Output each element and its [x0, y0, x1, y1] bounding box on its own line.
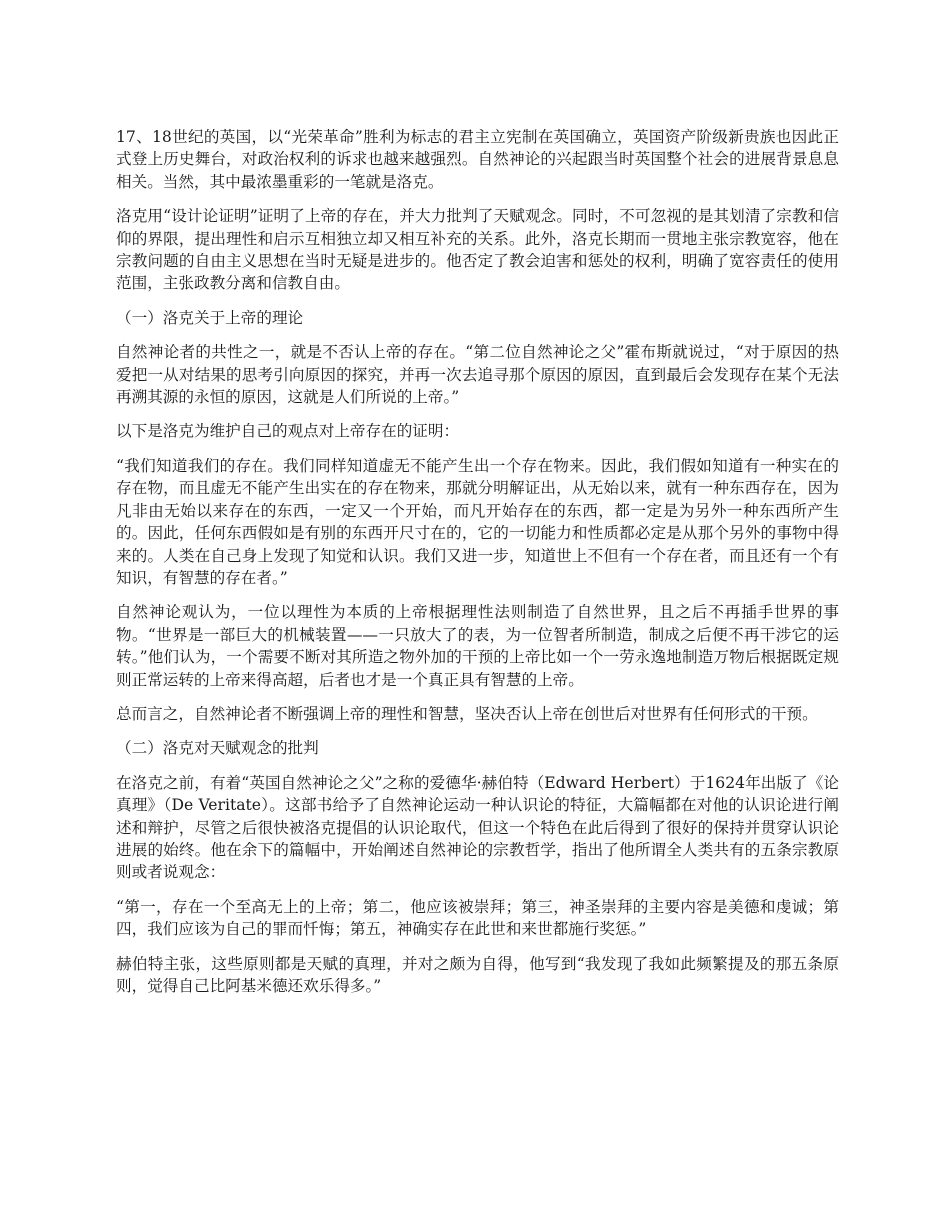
paragraph-proof-intro: 以下是洛克为维护自己的观点对上帝存在的证明：	[116, 422, 460, 441]
section-heading-1: （一）洛克关于上帝的理论	[116, 308, 304, 327]
paragraph-summary: 总而言之，自然神论者不断强调上帝的理性和智慧，坚决否认上帝在创世后对世界有任何形式的干预。	[116, 704, 818, 723]
paragraph-locke-quote: “我们知道我们的存在。我们同样知道虚无不能产生出一个存在物来。因此，我们假如知道有一种实在的存在物，而且虚无不能产生出实在的存在物来，那就分明解证出，从无始以来，就有一种东西存在，因为凡非由无始以来存在的东西，一定又一个开始，而凡开始存在的东西，都一定是为另外一种东西所产生的。因此，任何东西假如是有别的东西开尺寸在的，它的一切能力和性质都必定是从那个另外的事物中得来的。人类在自己身上发现了知觉和认识。我们又进一步，知道世上不但有一个存在者，而且还有一个有知识，有智慧的存在者。”	[116, 456, 839, 587]
document-body	[116, 126, 839, 1009]
paragraph-intro: 17、18世纪的英国，以“光荣革命”胜利为标志的君主立宪制在英国确立，英国资产阶级新贵族也因此正式登上历史舞台，对政治权利的诉求也越来越强烈。自然神论的兴起跟当时英国整个社会的进展背景息息相关。当然，其中最浓墨重彩的一笔就是洛克。	[116, 128, 839, 191]
paragraph-five-principles: “第一，存在一个至高无上的上帝；第二，他应该被崇拜；第三，神圣崇拜的主要内容是美德和虔诚；第四，我们应该为自己的罪而忏悔；第五，神确实存在此世和来世都施行奖惩。”	[116, 897, 839, 939]
paragraph-deist-commonality: 自然神论者的共性之一，就是不否认上帝的存在。“第二位自然神论之父”霍布斯就说过，“对于原因的热爱把一从对结果的思考引向原因的探究，并再一次去追寻那个原因的原因，直到最后会发现存在某个无法再溯其源的永恒的原因，这就是人们所说的上帝。”	[116, 343, 839, 407]
paragraph-herbert: 在洛克之前，有着“英国自然神论之父”之称的爱德华·赫伯特（Edward Herbert）于1624年出版了《论真理》（De Veritate）。这部书给予了自然神论运动一种认识论的特征，大篇幅都在对他的认识论进行阐述和辩护，尽管之后很快被洛克提倡的认识论取代，但这一个特色在此后得到了很好的保持并贯穿认识论进展的始终。他在余下的篇幅中，开始阐述自然神论的宗教哲学，指出了他所谓全人类共有的五条宗教原则或者说观念：	[116, 773, 839, 882]
paragraph-deism-view: 自然神论观认为，一位以理性为本质的上帝根据理性法则制造了自然世界，且之后不再插手世界的事物。“世界是一部巨大的机械装置——一只放大了的表，为一位智者所制造，制成之后便不再干涉它的运转。”他们认为，一个需要不断对其所造之物外加的干预的上帝比如一个一劳永逸地制造万物后根据既定规则正常运转的上帝来得高超，后者也才是一个真正具有智慧的上帝。	[116, 603, 839, 689]
section-heading-2: （二）洛克对天赋观念的批判	[116, 739, 319, 758]
paragraph-locke-overview: 洛克用“设计论证明”证明了上帝的存在，并大力批判了天赋观念。同时，不可忽视的是其划清了宗教和信仰的界限，提出理性和启示互相独立却又相互补充的关系。此外，洛克长期而一贯地主张宗教宽容，他在宗教问题的自由主义思想在当时无疑是进步的。他否定了教会迫害和惩处的权利，明确了宽容责任的使用范围，主张政教分离和信教自由。	[116, 207, 839, 293]
paragraph-herbert-claim: 赫伯特主张，这些原则都是天赋的真理，并对之颇为自得，他写到“我发现了我如此频繁提及的那五条原则，觉得自己比阿基米德还欢乐得多。”	[116, 954, 839, 995]
